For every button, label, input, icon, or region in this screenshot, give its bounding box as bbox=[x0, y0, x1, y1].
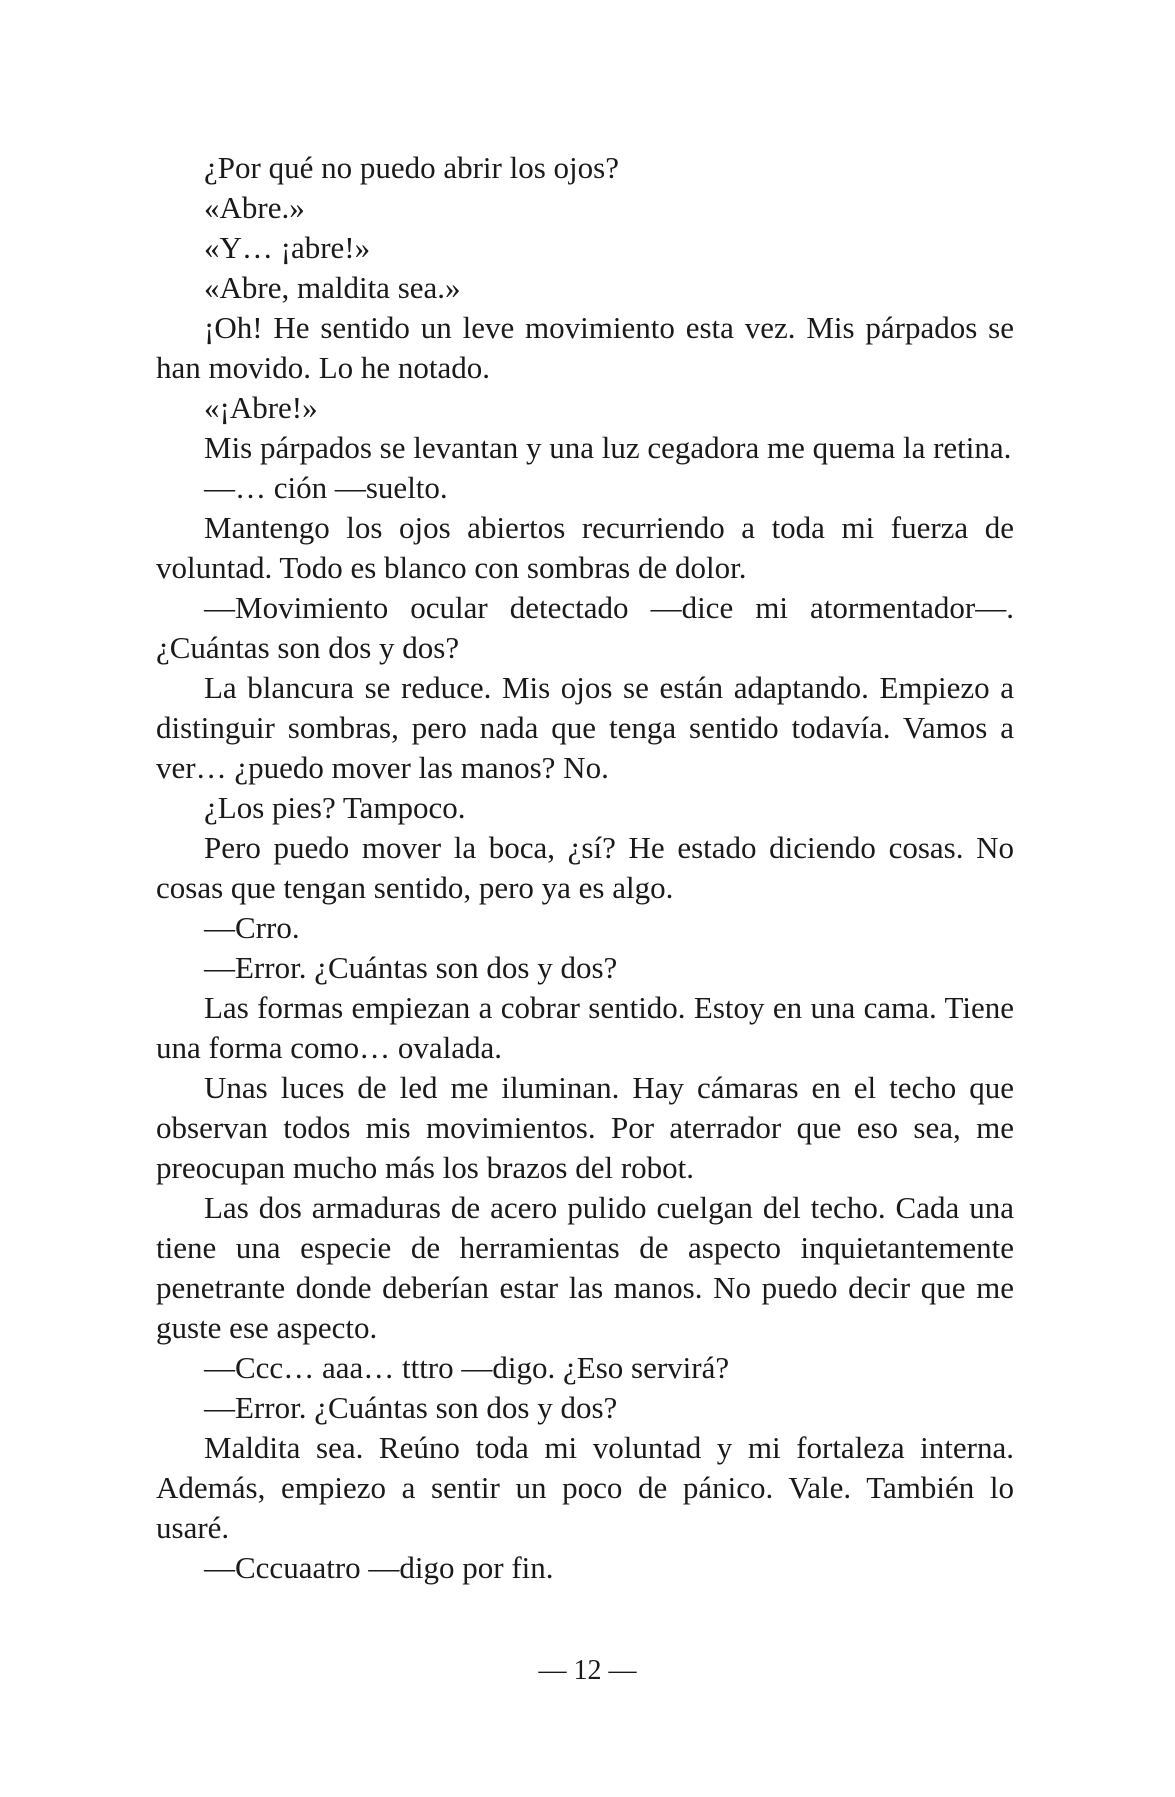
paragraph: ¡Oh! He sentido un leve movimiento esta vez. Mis párpados se han movido. Lo he notado. bbox=[156, 310, 1014, 385]
body-text bbox=[156, 148, 1014, 1588]
paragraph: «Abre, maldita sea.» bbox=[204, 270, 461, 305]
paragraph: Unas luces de led me iluminan. Hay cámaras en el techo que observan todos mis movimientos. Por aterrador que eso sea, me preocupan mucho más los brazos del robot. bbox=[156, 1070, 1014, 1185]
paragraph: ¿Los pies? Tampoco. bbox=[204, 790, 466, 825]
paragraph: —Error. ¿Cuántas son dos y dos? bbox=[204, 950, 618, 985]
paragraph: —Ccc… aaa… tttro —digo. ¿Eso servirá? bbox=[204, 1350, 730, 1385]
paragraph: «Y… ¡abre!» bbox=[204, 230, 371, 265]
paragraph: Mantengo los ojos abiertos recurriendo a toda mi fuerza de voluntad. Todo es blanco con sombras de dolor. bbox=[156, 510, 1014, 585]
page-number: — 12 — bbox=[538, 1655, 637, 1686]
paragraph: «Abre.» bbox=[204, 190, 305, 225]
paragraph: —… ción —suelto. bbox=[204, 470, 448, 505]
paragraph: —Crro. bbox=[204, 910, 300, 945]
paragraph: Pero puedo mover la boca, ¿sí? He estado diciendo cosas. No cosas que tengan sentido, pero ya es algo. bbox=[156, 830, 1014, 905]
paragraph: —Error. ¿Cuántas son dos y dos? bbox=[204, 1390, 618, 1425]
paragraph: ¿Por qué no puedo abrir los ojos? bbox=[204, 150, 619, 185]
paragraph: Las dos armaduras de acero pulido cuelgan del techo. Cada una tiene una especie de herramientas de aspecto inquietantemente penetrante donde deberían estar las manos. No puedo decir que me guste ese aspecto. bbox=[156, 1190, 1014, 1345]
paragraph: «¡Abre!» bbox=[204, 390, 318, 425]
paragraph: —Movimiento ocular detectado —dice mi atormentador—. ¿Cuántas son dos y dos? bbox=[156, 590, 1014, 665]
paragraph: Maldita sea. Reúno toda mi voluntad y mi fortaleza interna. Además, empiezo a sentir un poco de pánico. Vale. También lo usaré. bbox=[156, 1430, 1014, 1545]
paragraph: —Cccuaatro —digo por fin. bbox=[204, 1550, 554, 1585]
paragraph: La blancura se reduce. Mis ojos se están adaptando. Empiezo a distinguir sombras, pero nada que tenga sentido todavía. Vamos a ver… ¿puedo mover las manos? No. bbox=[156, 670, 1014, 785]
paragraph: Las formas empiezan a cobrar sentido. Estoy en una cama. Tiene una forma como… ovalada. bbox=[156, 990, 1014, 1065]
paragraph: Mis párpados se levantan y una luz cegadora me quema la retina. bbox=[204, 430, 1012, 465]
